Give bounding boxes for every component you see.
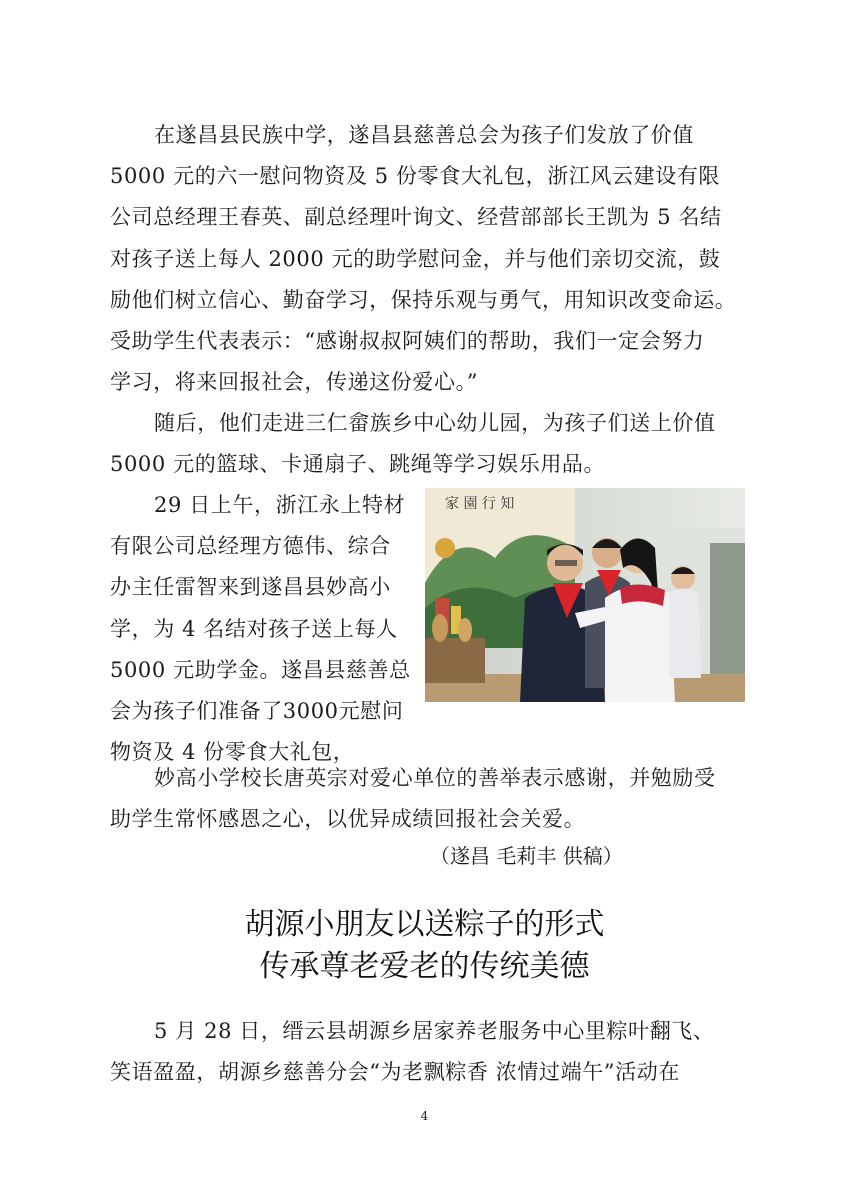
text-line: 会为孩子们准备了3000元慰问 (110, 698, 404, 723)
news-photo (425, 488, 745, 702)
text-line: 助学生常怀感恩之心，以优异成绩回报社会关爱。 (110, 807, 586, 832)
text-line: 29 日上午，浙江永上特材 (154, 493, 406, 517)
text-line: 有限公司总经理方德伟、综合 (110, 534, 391, 559)
article2-title-line-2: 传承尊老爱老的传统美德 (259, 949, 590, 984)
text-line: 学习，将来回报社会，传递这份爱心。” (110, 370, 479, 395)
text-line: 公司总经理王春英、副总经理叶询文、经营部部长王凯为 5 名结 (110, 205, 722, 230)
text-line: 5000 元的六一慰问物资及 5 份零食大礼包，浙江风云建设有限 (110, 164, 721, 189)
wall-sign-text: 家 園 行 知 (445, 496, 515, 512)
text-line: 励他们树立信心、勤奋学习，保持乐观与勇气，用知识改变命运。 (110, 287, 737, 312)
article1-paragraph-4 (110, 758, 740, 840)
text-line: 在遂昌县民族中学，遂昌县慈善总会为孩子们发放了价值 (154, 123, 694, 147)
article2-paragraph-1 (110, 1011, 740, 1093)
text-line: 对孩子送上每人 2000 元的助学慰问金，并与他们亲切交流，鼓 (110, 246, 721, 271)
text-line: 办主任雷智来到遂昌县妙高小 (110, 575, 391, 600)
article2-title-line-1: 胡源小朋友以送粽子的形式 (244, 907, 605, 942)
text-line: 物资及 4 份零食大礼包， (110, 740, 355, 765)
photo-illustration (425, 488, 745, 702)
text-line: 受助学生代表表示：“感谢叔叔阿姨们的帮助，我们一定会努力 (110, 328, 705, 353)
text-line: 笑语盈盈，胡源乡慈善分会“为老飘粽香 浓情过端午”活动在 (110, 1060, 680, 1085)
article1-paragraph-2 (110, 403, 740, 485)
text-line: 5 月 28 日，缙云县胡源乡居家养老服务中心里粽叶翻飞、 (154, 1019, 715, 1043)
article1-paragraph-1 (110, 115, 740, 403)
text-line: 5000 元的篮球、卡通扇子、跳绳等学习娱乐用品。 (110, 452, 606, 477)
page-number: 4 (420, 1109, 429, 1123)
text-line: 5000 元助学金。遂昌县慈善总 (110, 657, 411, 682)
article1-credit: （遂昌 毛莉丰 供稿） (430, 844, 623, 868)
text-line: 随后，他们走进三仁畲族乡中心幼儿园，为孩子们送上价值 (154, 411, 716, 435)
article1-paragraph-3 (110, 485, 410, 773)
text-line: 学，为 4 名结对孩子送上每人 (110, 616, 398, 641)
text-line: 妙高小学校长唐英宗对爱心单位的善举表示感谢，并勉励受 (154, 766, 716, 790)
